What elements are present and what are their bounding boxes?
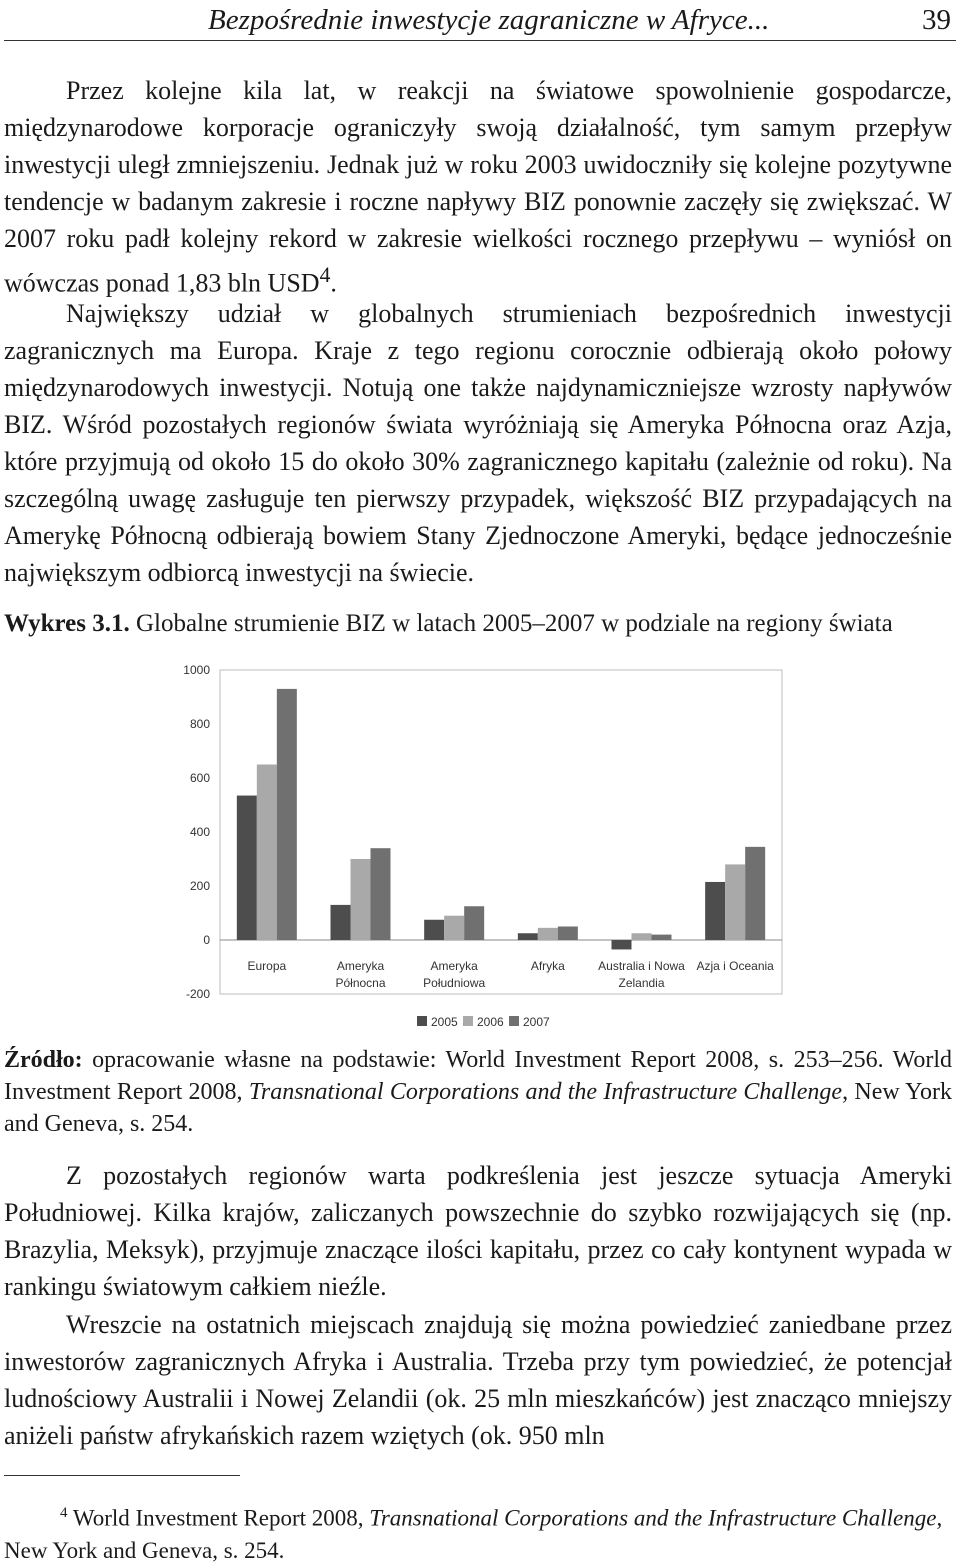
bar-2005 — [331, 905, 351, 940]
bar-2007 — [652, 935, 672, 940]
bar-2006 — [351, 859, 371, 940]
legend-label-2007: 2007 — [523, 1015, 550, 1029]
paragraph-4: Wreszcie na ostatnich miejscach znajdują się można powiedzieć zaniedbane przez inwestorów zagranicznych Afryka i Australia. Trzeba przy tym powiedzieć, że potencjał ludnościowy Australii i Nowej Zelandii (ok. 25 mln mieszkańców) jest znacząco mniejszy aniżeli państw afrykańskich razem wziętych (ok. 950 mln — [4, 1310, 952, 1450]
legend-swatch-2005 — [417, 1016, 427, 1026]
figure-caption — [4, 610, 952, 638]
category-label — [598, 959, 685, 990]
paragraph-1 — [4, 72, 952, 302]
plot-area — [220, 670, 782, 994]
footnote-4 — [4, 1497, 952, 1567]
bar-2006 — [444, 916, 464, 940]
page-number: 39 — [922, 4, 951, 36]
category-label — [696, 959, 774, 973]
category-label — [423, 959, 485, 990]
y-tick-label: -200 — [185, 987, 210, 1001]
paragraph-2: Największy udział w globalnych strumieniach bezpośrednich inwestycji zagranicznych ma Europa. Kraje z tego regionu corocznie odbierają około połowy międzynarodowych inwestycji. Notują one także najdynamiczniejsze wzrosty napływów BIZ. Wśród pozostałych regionów świata wyróżniają się Ameryka Północna oraz Azja, które przyjmują od około 15 do około 30% zagranicznego kapitału (zależnie od roku). Na szczególną uwagę zasługuje ten pierwszy przypadek, większość BIZ przypadających na Amerykę Północną odbierają bowiem Stany Zjednoczone Ameryki, będące jednocześnie największym odbiorcą inwestycji na świecie. — [4, 299, 952, 587]
category-label-line: Południowa — [423, 976, 486, 990]
footnote-text-2: , New York and Geneva, s. 254. — [4, 1505, 943, 1563]
paragraph-1-text: Przez kolejne kila lat, w reakcji na światowe spowolnienie gospodarcze, międzynarodowe korporacje ograniczyły swoją działalność, tym samym przepływ inwestycji uległ zmniejszeniu. Jednak już w roku 2003 uwidoczniły się kolejne pozytywne tendencje w badanym zakresie i roczne napływy BIZ ponownie zaczęły się zwiększać. W 2007 roku padł kolejny rekord w zakresie wielkości rocznego przepływu – wyniósł on wówczas ponad 1,83 bln USD — [4, 76, 952, 298]
paragraph-3: Z pozostałych regionów warta podkreślenia jest jeszcze sytuacja Ameryki Południowej. Kilka krajów, zaliczanych powszechnie do szybko rozwijających się (np. Brazylia, Meksyk), przyjmuje znaczące ilości kapitału, przez co cały kontynent wypada w rankingu światowym całkiem nieźle. — [4, 1161, 952, 1301]
source-title: Transnational Corporations and the Infrastructure Challenge — [248, 1079, 843, 1105]
bar-2007 — [371, 848, 391, 940]
category-label-line: Zelandia — [618, 976, 665, 990]
bar-2007 — [745, 847, 765, 940]
category-label — [247, 959, 286, 973]
page-header — [0, 0, 960, 44]
figure-caption-text: Globalne strumienie BIZ w latach 2005–2007 w podziale na regiony świata — [135, 610, 893, 637]
category-label-line: Afryka — [530, 959, 565, 973]
source-label: Źródło: — [4, 1047, 83, 1073]
bar-2006 — [538, 928, 558, 940]
y-tick-label: 200 — [189, 879, 210, 893]
footnote-ref-4: 4 — [319, 263, 331, 287]
source-text-1: opracowanie własne na podstawie: World Investment Report 2008, s. 253–256. World Investment Report 2008, — [4, 1047, 952, 1105]
figure-label: Wykres 3.1. — [4, 610, 130, 637]
footnote-rule — [4, 1475, 240, 1476]
chart-bars — [237, 689, 765, 950]
bar-chart — [160, 650, 800, 1040]
category-label — [335, 959, 385, 990]
running-title: Bezpośrednie inwestycje zagraniczne w Afryce... — [208, 4, 770, 36]
bar-2007 — [464, 906, 484, 940]
y-tick-label: 0 — [203, 933, 210, 947]
bar-2006 — [257, 765, 277, 941]
category-label-line: Ameryka — [336, 959, 385, 973]
header-rule — [4, 40, 956, 41]
y-tick-label: 400 — [189, 825, 210, 839]
legend-swatch-2006 — [463, 1016, 473, 1026]
category-label — [531, 959, 565, 973]
paragraph-1-end: . — [330, 268, 337, 298]
source-text-2: , New York and Geneva, s. 254. — [4, 1079, 952, 1137]
category-label-line: Australia i Nowa — [598, 959, 685, 973]
bar-2006 — [725, 864, 745, 940]
y-tick-label: 1000 — [183, 663, 210, 677]
legend-label-2006: 2006 — [477, 1015, 504, 1029]
bar-2005 — [237, 796, 257, 940]
figure-source — [4, 1044, 952, 1140]
y-tick-label: 800 — [189, 717, 210, 731]
footnote-number: 4 — [60, 1505, 68, 1521]
y-tick-label: 600 — [189, 771, 210, 785]
category-label-line: Ameryka — [430, 959, 478, 973]
legend-swatch-2007 — [509, 1016, 519, 1026]
category-label-line: Europa — [247, 959, 287, 973]
chart-legend — [417, 1015, 550, 1029]
bar-2005 — [612, 940, 632, 949]
bar-2006 — [632, 933, 652, 940]
footnote-title: Transnational Corporations and the Infrastructure Challenge — [369, 1505, 937, 1531]
chart-category-labels — [247, 959, 774, 990]
bar-2005 — [424, 920, 444, 940]
bar-2007 — [277, 689, 297, 940]
category-label-line: Azja i Oceania — [696, 959, 774, 973]
bar-2005 — [705, 882, 725, 940]
footnote-text-1: World Investment Report 2008, — [67, 1505, 370, 1531]
bar-2005 — [518, 933, 538, 940]
bar-2007 — [558, 927, 578, 941]
category-label-line: Północna — [335, 976, 386, 990]
legend-label-2005: 2005 — [431, 1015, 458, 1029]
